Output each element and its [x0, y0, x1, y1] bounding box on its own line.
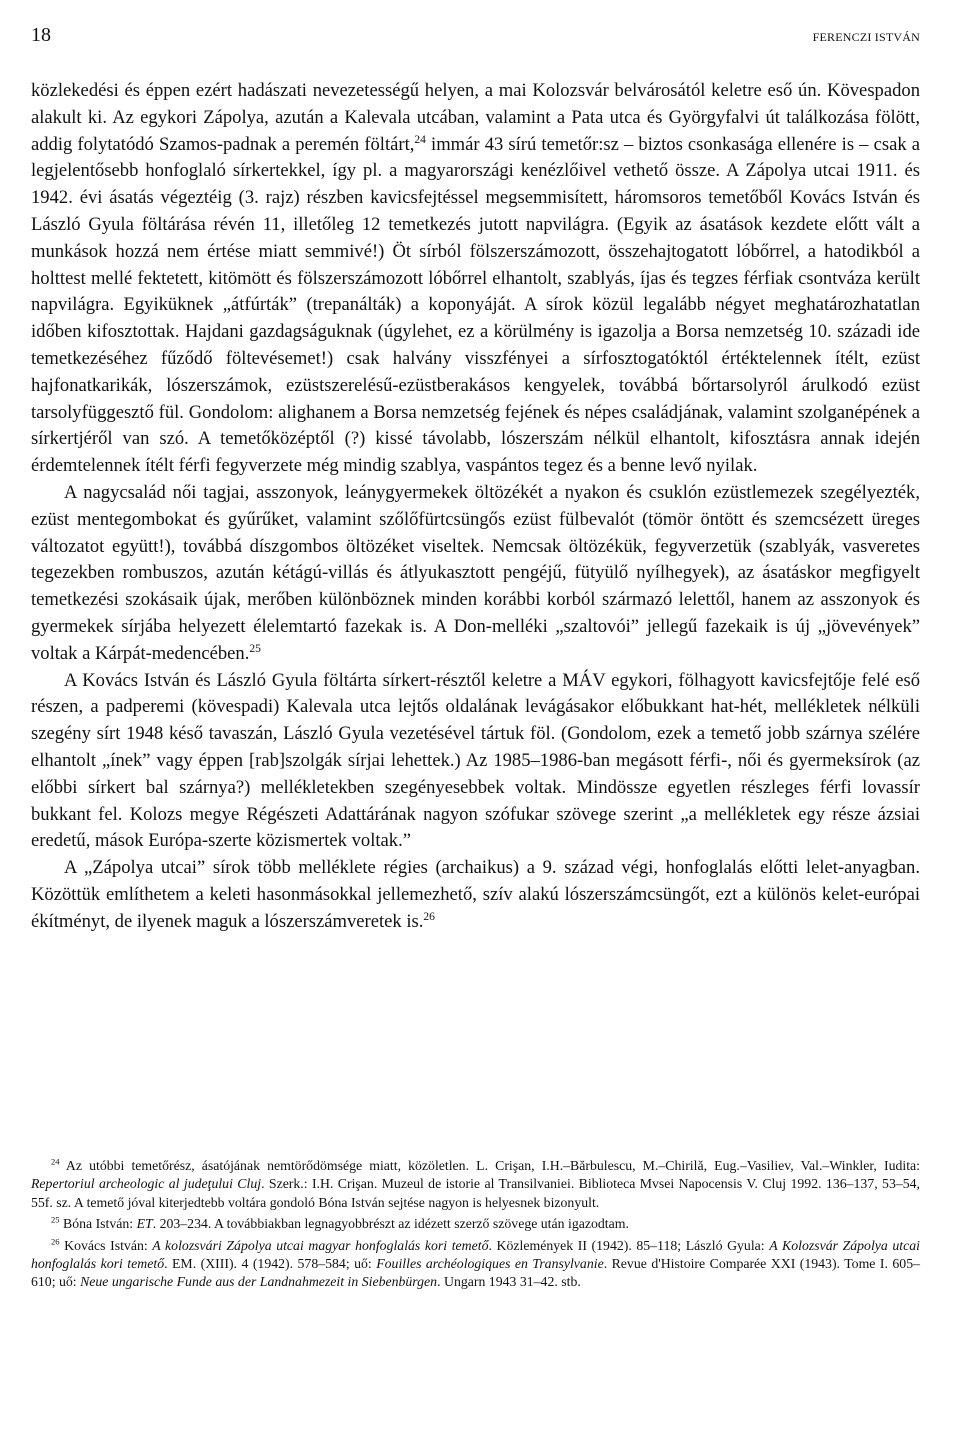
footnote-text: Az utóbbi temetőrész, ásatójának nemtörődömsége miatt, közöletlen. L. Crişan, I.H.–Bărbulescu, M.–Chirilă, Eug.–Vasiliev, Val.–Winkler, Iudita: [59, 1158, 920, 1173]
footnote-ref-24[interactable]: 24 [414, 133, 426, 146]
footnote-text: . Ungarn 1943 31–42. stb. [437, 1274, 581, 1290]
footnotes [31, 1157, 920, 1295]
main-text [31, 78, 920, 936]
paragraph-text: A „Zápolya utcai” sírok több melléklete régies (archaikus) a 9. század végi, honfoglalás előtti lelet-anyagban. Közöttük említhetem a keleti hasonmásokkal jellemezhető, szív alakú lószerszámcsüngőt, ezt a különös kelet-európai ékítményt, de ilyenek maguk a lószerszámveretek is. [31, 857, 920, 932]
footnote-text: . Közlemények II (1942). 85–118; László Gyula: [488, 1237, 770, 1253]
footnote-title: ET [136, 1216, 153, 1232]
footnote-title: Fouilles archéologiques en Transylvanie [376, 1256, 604, 1272]
footnote-text: . Revue d'Histoire Comparée XXI (1943). Tome I. 605–610; uő: [31, 1256, 920, 1290]
footnote-ref-26[interactable]: 26 [423, 910, 435, 923]
paragraph-2 [31, 480, 920, 668]
paragraph-text: A Kovács István és László Gyula föltárta sírkert-résztől keletre a MÁV egykori, fölhagyott kavicsfejtője felé eső részen, a padperemi (kövespadi) Kalevala utca lejtős oldalának levágásakor előbukkant hat-hét, mellékletek nélküli szegény sírt 1948 késő tavaszán, László Gyula vezetésével tártuk föl. (Gondolom, ezek a temető jobb szárnya szélére elhantolt „ínek” vagy éppen [rab]szolgák sírjai lehettek.) Az 1985–1986-ban megásott férfi-, női és gyermeksírok (az előbbi sírkert bal szárnya?) mellékletekben szegényesebbek voltak. Mindössze egyetlen részleges férfi lovassír bukkant fel. Kolozs megye Régészeti Adattárának nagyon szófukar szövege szerint „a mellékletek egy része ázsiai eredetű, mások Európa-szerte közismertek voltak.” [31, 669, 920, 852]
paragraph-3 [31, 668, 920, 856]
footnote-text: . 203–234. A továbbiakban legnagyobbrészt az idézett szerző szövege után igazodtam. [152, 1216, 629, 1232]
footnote-title: Repertoriul archeologic al judeţului Cluj [31, 1176, 262, 1192]
footnote-24 [31, 1157, 920, 1212]
running-head [31, 24, 920, 56]
footnote-text: Bóna István: [59, 1216, 137, 1232]
footnote-title: A kolozsvári Zápolya utcai magyar honfoglalás kori temető [152, 1237, 489, 1253]
paragraph-1 [31, 78, 920, 480]
footnote-text: . EM. (XIII). 4 (1942). 578–584; uő: [164, 1256, 377, 1272]
footnote-25 [31, 1215, 920, 1233]
footnote-number: 25 [51, 1214, 60, 1225]
paragraph-text: közlekedési és éppen ezért hadászati nevezetességű helyen, a mai Kolozsvár belvárosától keletre eső ún. Kövespadon alakult ki. Az egykori Zápolya, azután a Kalevala utcában, valamint a Pata utca és Györgyfalvi út találkozása fölött, addig folytatódó Szamos-padnak a peremén föltárt, [31, 80, 920, 155]
footnote-title: A Kolozsvár Zápolya utcai honfoglalás kori temető [31, 1237, 920, 1272]
footnote-ref-25[interactable]: 25 [249, 642, 261, 655]
footnote-26 [31, 1237, 920, 1292]
paragraph-4 [31, 855, 920, 935]
running-title: FERENCZI ISTVÁN [812, 30, 920, 44]
footnote-text: . Szerk.: I.H. Crişan. Muzeul de istorie al Transilvaniei. Biblioteca Mvsei Napocensis V. Cluj 1992. 136–137, 53–54, 55f. sz. A temető jóval kiterjedtebb voltára gondoló Bóna István sejtése nagyon is helyesnek bizonyult. [31, 1176, 920, 1210]
footnote-number: 24 [51, 1156, 60, 1167]
footnote-number: 26 [51, 1236, 60, 1247]
footnote-text: Kovács István: [59, 1237, 153, 1253]
paragraph-text: A nagycsalád női tagjai, asszonyok, leánygyermekek öltözékét a nyakon és csuklón ezüstlemezek szegélyezték, ezüst mentegombokat és gyűrűket, valamint szőlőfürtcsüngős ezüst fülbevalót (tömör öntött és szemcsézett üreges változatot együtt!), továbbá díszgombos öltözéket viseltek. Nemcsak öltözékük, fegyverzetük (szablyák, vasveretes tegezekben rombuszos, azután kétágú-villás és átlyukasztott pengéjű, fütyülő nyílhegyek), az ásatáskor megfigyelt temetkezési szokásaik újak, merőben különböznek minden korábbi korból származó lelettől, hanem az asszonyok és gyermekek sírjába helyezett élelemtartó fazekak is. A Don-melléki „szaltovói” jellegű fazekaik is új „jövevények” voltak a Kárpát-medencében. [31, 481, 920, 664]
footnote-title: Neue ungarische Funde aus der Landnahmezeit in Siebenbürgen [80, 1274, 438, 1290]
page-number: 18 [31, 24, 51, 46]
paragraph-text: immár 43 sírú temetőr:sz – biztos csonkasága ellenére is – csak a legjelentősebb honfoglaló sírkertekkel, így pl. a magyarországi kenézlőivel vethető össze. A Zápolya utcai 1911. és 1942. évi ásatás végeztéig (3. rajz) részben kavicsfejtéssel megsemmisített, háromsoros temetőből Kovács István és László Gyula föltárása révén 11, illetőleg 12 temetkezés jutott napvilágra. (Egyik az ásatások kezdete előtt vált a munkások hozzá nem értése miatt semmivé!) Öt sírból fölszerszámozott, összehajtogatott lóbőrrel, a hatodikból a holttest mellé fektetett, kitömött és fölszerszámozott lóbőrrel elhantolt, szablyás, íjas és tegzes férfiak csontváza került napvilágra. Egyiküknek „átfúrták” (trepanálták) a koponyáját. A sírok közül legalább négyet meghatározhatatlan időben kifosztottak. Hajdani gazdagságuknak (úgylehet, ez a körülmény is igazolja a Borsa nemzetség 10. századi ide temetkezéséhez fűződő föltevésemet!) csak halvány visszfényei a sírfosztogatóktól értéktelennek ítélt, ezüst hajfonatkarikák, lószerszámok, ezüstszerelésű-ezüstberakásos kengyelek, továbbá bőrtarsolyról árulkodó ezüst tarsolyfüggesztő fül. Gondolom: alighanem a Borsa nemzetség fejének és népes családjának, valamint szolganépének a sírkertjéről van szó. A temetőközéptől (?) kissé távolabb, lószerszám nélkül elhantolt, kifosztásra annak idején érdemtelennek ítélt férfi fegyverzete még mindig szablya, vaspántos tegez és a benne levő nyilak. [31, 133, 921, 477]
